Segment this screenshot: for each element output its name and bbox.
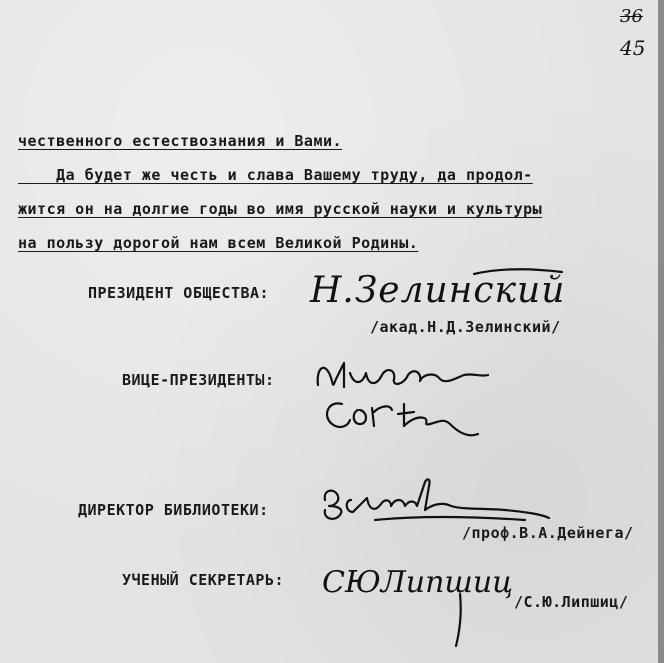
secretary-signature-tail — [448, 590, 478, 650]
secretary-title: УЧЕНЫЙ СЕКРЕТАРЬ: — [122, 571, 285, 589]
president-signature: Н.Зелинский — [310, 270, 566, 311]
vice-president-signature-2 — [318, 390, 488, 450]
president-name: /акад.Н.Д.Зелинский/ — [370, 318, 561, 336]
body-line-2: Да будет же честь и слава Вашему труду, да продол- — [18, 166, 533, 184]
archive-old-number: 36 — [620, 6, 643, 27]
body-line-1: чественного естествознания и Вами. — [18, 132, 343, 150]
body-line-3: жится он на долгие годы во имя русской науки и культуры — [18, 200, 543, 218]
secretary-name: /С.Ю.Липшиц/ — [514, 593, 629, 611]
library-director-name: /проф.В.А.Дейнега/ — [462, 524, 634, 542]
page-edge-shadow — [658, 0, 664, 663]
library-director-title: ДИРЕКТОР БИБЛИОТЕКИ: — [78, 501, 269, 519]
president-signature-underline — [470, 266, 570, 286]
body-line-4: на пользу дорогой нам всем Великой Родины. — [18, 234, 419, 252]
vice-presidents-title: ВИЦЕ-ПРЕЗИДЕНТЫ: — [122, 371, 275, 389]
archive-new-number: 45 — [620, 36, 646, 60]
secretary-signature: СЮЛипшиц — [322, 565, 514, 600]
president-title: ПРЕЗИДЕНТ ОБЩЕСТВА: — [88, 284, 270, 302]
